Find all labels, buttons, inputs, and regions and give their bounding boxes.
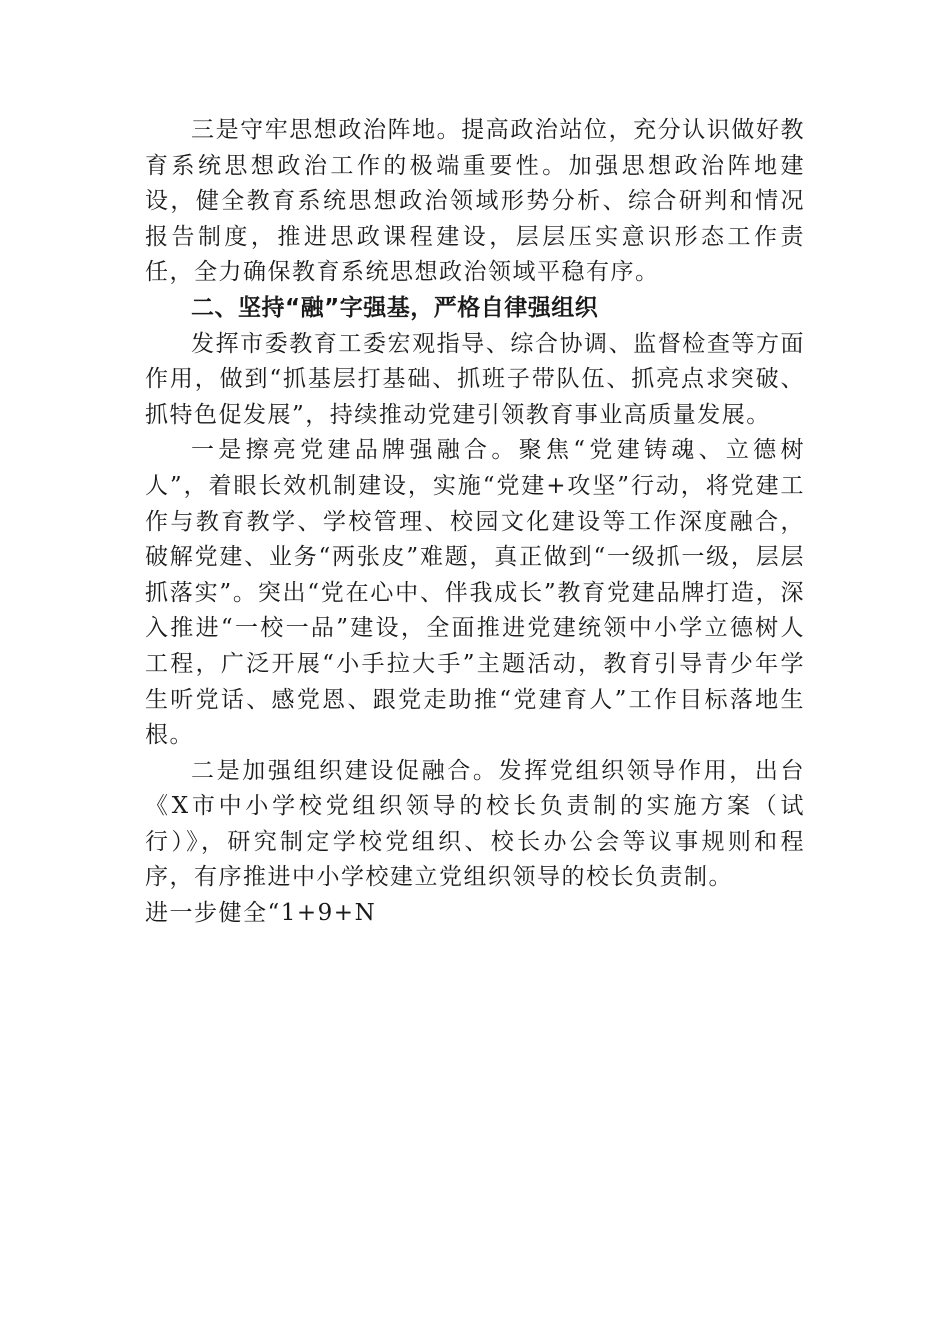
paragraph-continuation: 进一步健全“1+9+N [145, 900, 377, 927]
paragraph-organization-building: 二是加强组织建设促融合。发挥党组织领导作用，出台《X市中小学校党组织领导的校长负责制的实施方案（试行）》，研究制定学校党组织、校长办公会等议事规则和程序，有序推进中小学校建立党组织领导的校长负责制。 [145, 757, 805, 891]
section-heading-2: 二、坚持“融”字强基，严格自律强组织 [191, 294, 599, 321]
paragraph-ideology-position: 三是守牢思想政治阵地。提高政治站位，充分认识做好教育系统思想政治工作的极端重要性。加强思想政治阵地建设，健全教育系统思想政治领域形势分析、综合研判和情况报告制度，推进思政课程建设，层层压实意识形态工作责任，全力确保教育系统思想政治领域平稳有序。 [145, 117, 805, 286]
document-body [145, 113, 805, 932]
paragraph-section-intro: 发挥市委教育工委宏观指导、综合协调、监督检查等方面作用，做到“抓基层打基础、抓班子带队伍、抓亮点求突破、抓特色促发展”，持续推动党建引领教育事业高质量发展。 [145, 330, 805, 428]
paragraph-party-brand: 一是擦亮党建品牌强融合。聚焦“党建铸魂、立德树人”，着眼长效机制建设，实施“党建+攻坚”行动，将党建工作与教育教学、学校管理、校园文化建设等工作深度融合，破解党建、业务“两张皮”难题，真正做到“一级抓一级，层层抓落实”。突出“党在心中、伴我成长”教育党建品牌打造，深入推进“一校一品”建设，全面推进党建统领中小学立德树人工程，广泛开展“小手拉大手”主题活动，教育引导青少年学生听党话、感党恩、跟党走助推“党建育人”工作目标落地生根。 [145, 437, 805, 749]
